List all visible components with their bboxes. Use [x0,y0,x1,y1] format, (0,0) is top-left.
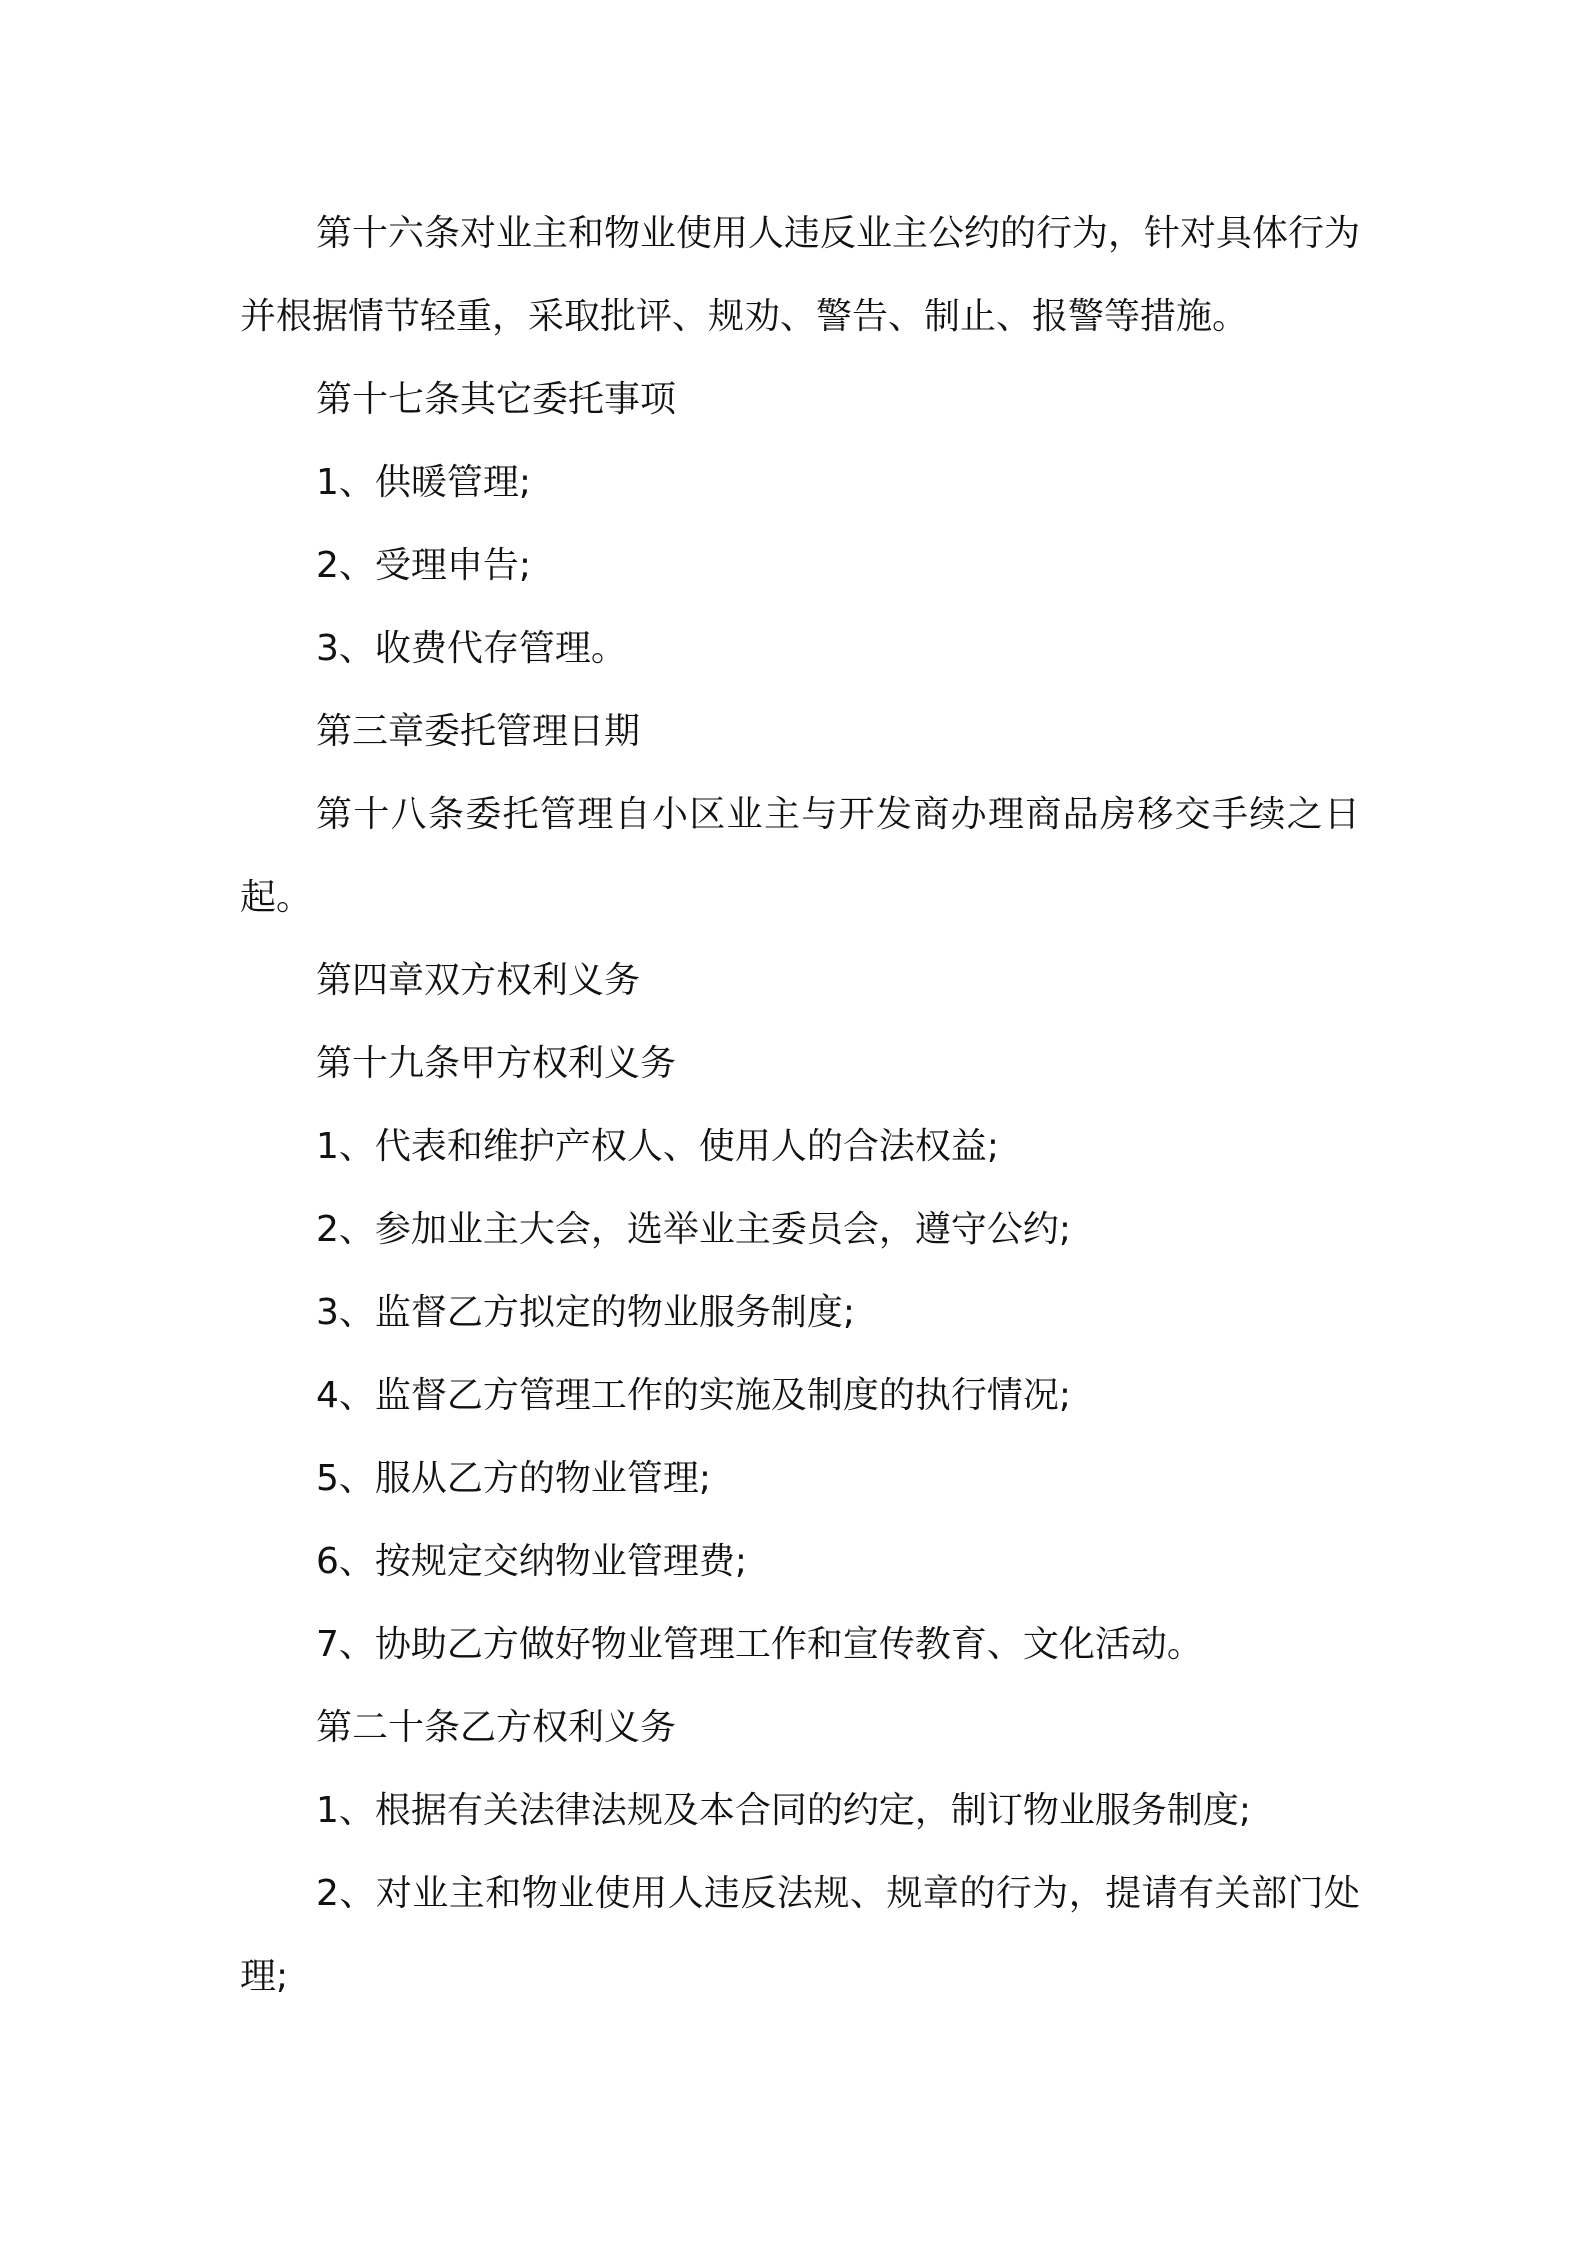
list-item: 2、对业主和物业使用人违反法规、规章的行为，提请有关部门处理; [240,1873,1360,1997]
list-item: 1、代表和维护产权人、使用人的合法权益; [316,1126,1000,1167]
article-18-paragraph: 第十八条委托管理自小区业主与开发商办理商品房移交手续之日起。 [240,794,1360,918]
article-16-paragraph: 第十六条对业主和物业使用人违反业主公约的行为，针对具体行为并根据情节轻重，采取批评、规劝、警告、制止、报警等措施。 [240,213,1361,337]
list-item: 5、服从乙方的物业管理; [316,1458,712,1499]
list-item: 3、监督乙方拟定的物业服务制度; [316,1292,856,1333]
article-20-heading: 第二十条乙方权利义务 [316,1707,677,1748]
document-body [240,192,1360,2018]
chapter-3-heading: 第三章委托管理日期 [316,711,641,752]
list-item: 3、收费代存管理。 [316,628,627,669]
list-item: 1、根据有关法律法规及本合同的约定，制订物业服务制度; [316,1790,1252,1831]
article-19-heading: 第十九条甲方权利义务 [316,1043,677,1084]
list-item: 7、协助乙方做好物业管理工作和宣传教育、文化活动。 [316,1624,1203,1665]
list-item: 2、参加业主大会，选举业主委员会，遵守公约; [316,1209,1072,1250]
list-item: 4、监督乙方管理工作的实施及制度的执行情况; [316,1375,1072,1416]
chapter-4-heading: 第四章双方权利义务 [316,960,641,1001]
list-item: 6、按规定交纳物业管理费; [316,1541,748,1582]
list-item: 2、受理申告; [316,545,532,586]
article-17-heading: 第十七条其它委托事项 [316,379,677,420]
list-item: 1、供暖管理; [316,462,532,503]
